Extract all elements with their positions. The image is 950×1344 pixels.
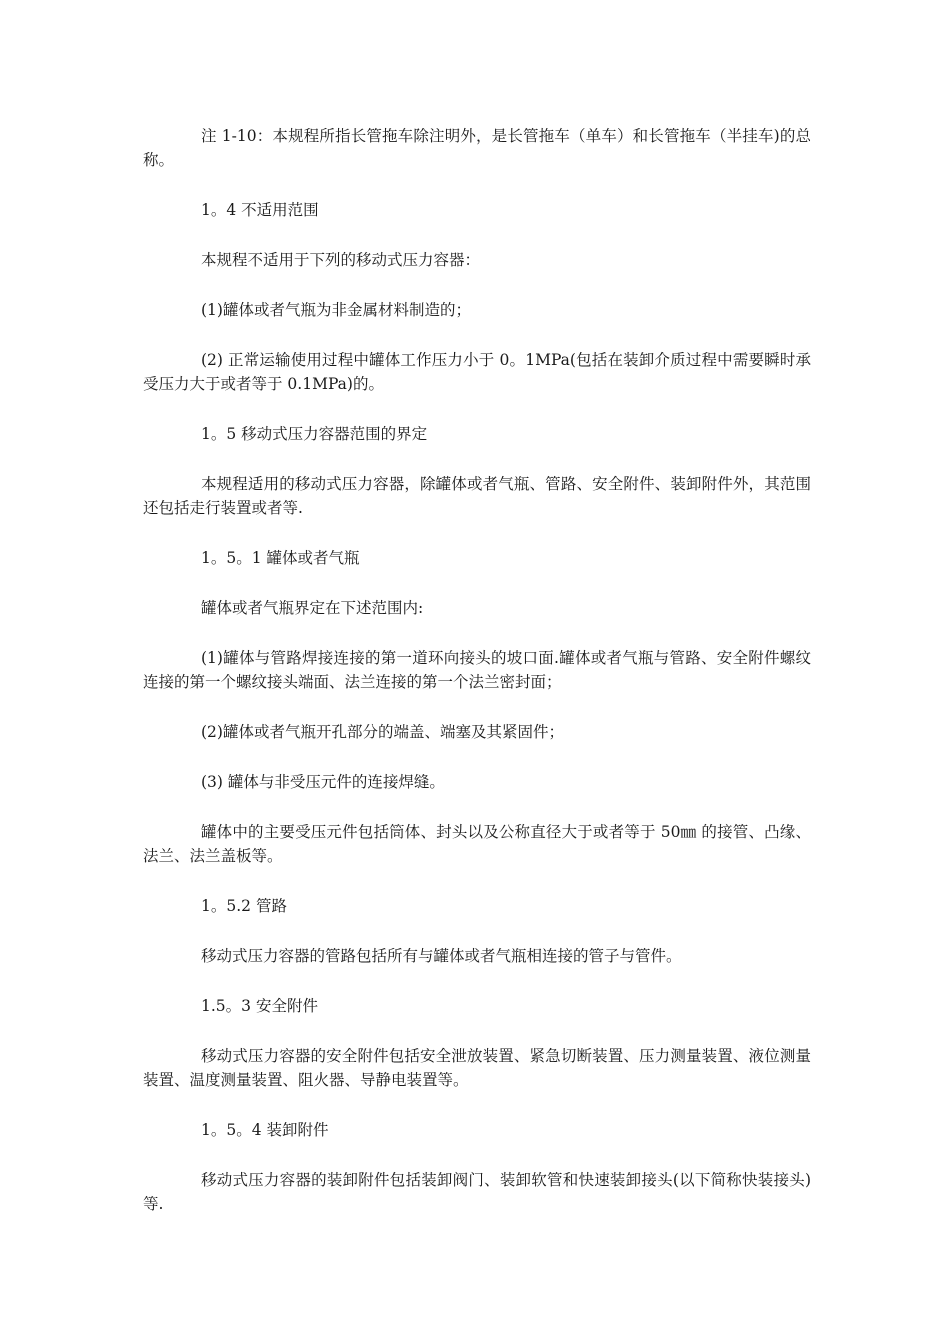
note-paragraph: 注 1-10：本规程所指长管拖车除注明外，是长管拖车（单车）和长管拖车（半挂车)的总称。 [143, 127, 811, 169]
body-paragraph: 本规程不适用于下列的移动式压力容器： [201, 251, 481, 269]
subsection-heading: 1。5。1 罐体或者气瓶 [201, 549, 360, 567]
body-paragraph: 移动式压力容器的装卸附件包括装卸阀门、装卸软管和快速装卸接头(以下简称快装接头)等. [143, 1171, 811, 1213]
body-paragraph: 移动式压力容器的安全附件包括安全泄放装置、紧急切断装置、压力测量装置、液位测量装置、温度测量装置、阻火器、导静电装置等。 [143, 1047, 811, 1089]
list-item: (3) 罐体与非受压元件的连接焊缝。 [201, 773, 445, 791]
subsection-heading: 1。5.2 管路 [201, 897, 287, 915]
list-item: (2) 正常运输使用过程中罐体工作压力小于 0。1MPa(包括在装卸介质过程中需要瞬时承受压力大于或者等于 0.1MPa)的。 [143, 351, 811, 393]
list-item: (2)罐体或者气瓶开孔部分的端盖、端塞及其紧固件； [201, 723, 564, 741]
list-item: (1)罐体与管路焊接连接的第一道环向接头的坡口面.罐体或者气瓶与管路、安全附件螺纹连接的第一个螺纹接头端面、法兰连接的第一个法兰密封面； [143, 649, 811, 691]
body-paragraph: 移动式压力容器的管路包括所有与罐体或者气瓶相连接的管子与管件。 [201, 947, 682, 965]
body-paragraph: 罐体中的主要受压元件包括筒体、封头以及公称直径大于或者等于 50㎜ 的接管、凸缘、法兰、法兰盖板等。 [143, 823, 811, 865]
subsection-heading: 1。5。4 装卸附件 [201, 1121, 329, 1139]
section-heading: 1。4 不适用范围 [201, 201, 319, 219]
list-item: (1)罐体或者气瓶为非金属材料制造的； [201, 301, 471, 319]
body-paragraph: 本规程适用的移动式压力容器，除罐体或者气瓶、管路、安全附件、装卸附件外，其范围还包括走行装置或者等. [143, 475, 811, 517]
document-body [143, 124, 811, 1242]
body-paragraph: 罐体或者气瓶界定在下述范围内: [201, 599, 424, 617]
section-heading: 1。5 移动式压力容器范围的界定 [201, 425, 428, 443]
subsection-heading: 1.5。3 安全附件 [201, 997, 318, 1015]
